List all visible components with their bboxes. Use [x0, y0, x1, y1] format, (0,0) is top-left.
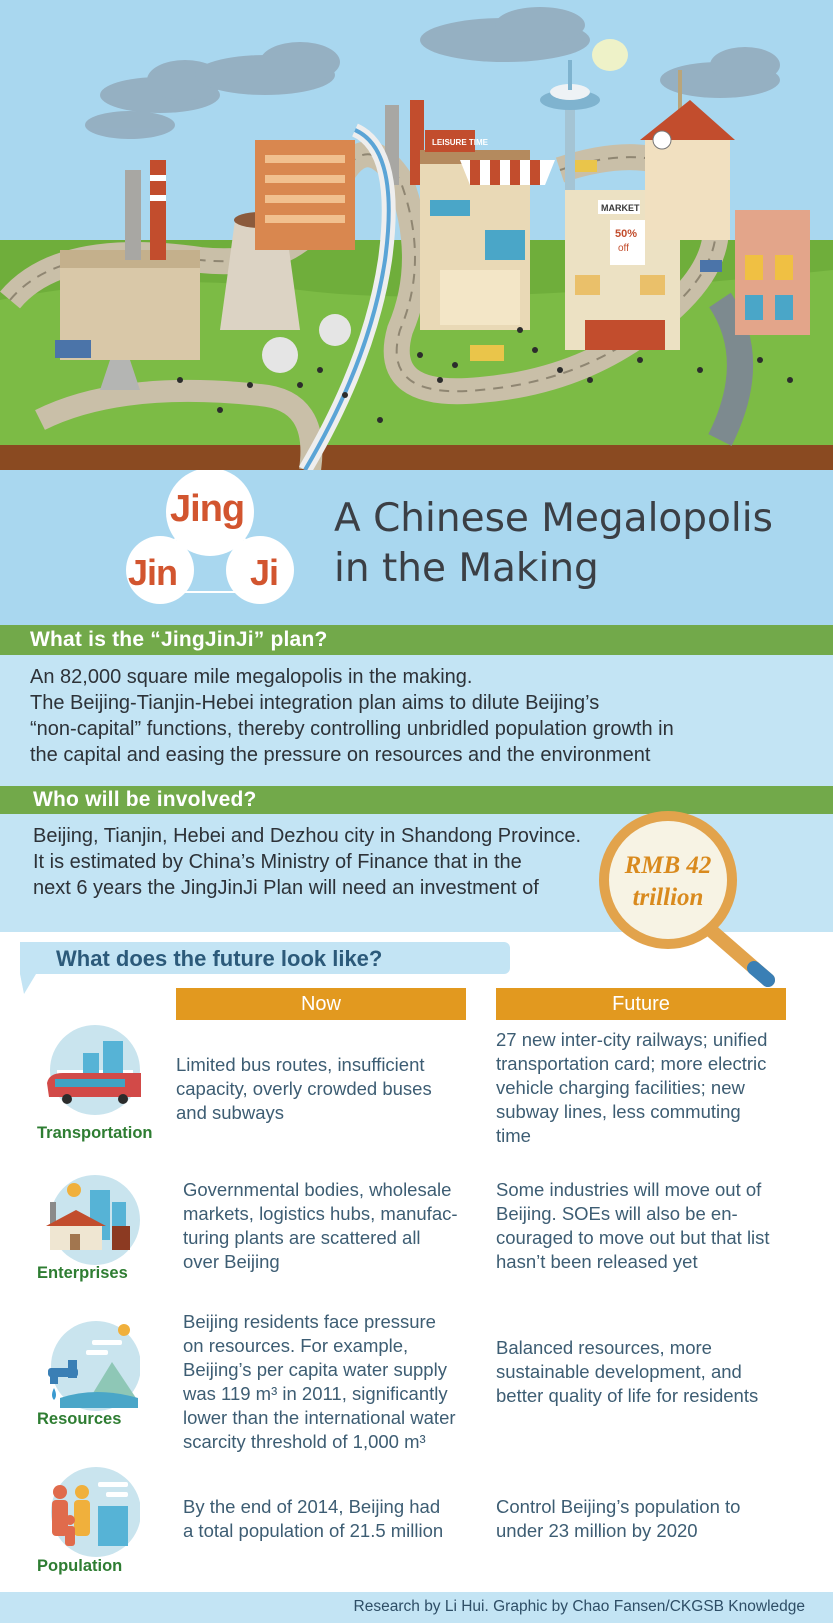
- column-future-header: Future: [496, 988, 786, 1020]
- cell-line: turing plants are scattered all: [183, 1227, 421, 1248]
- what-line: The Beijing-Tianjin-Hebei integration plan aims to dilute Beijing’s: [30, 692, 600, 714]
- cell-line: hasn’t been released yet: [496, 1251, 698, 1272]
- enterprises-future: [496, 1178, 770, 1274]
- page-title-line2: in the Making: [334, 546, 599, 591]
- who-line: Beijing, Tianjin, Hebei and Dezhou city in Shandong Province.: [33, 825, 582, 847]
- section-who-heading: Who will be involved?: [33, 788, 257, 811]
- jingjinji-logo: [120, 470, 300, 620]
- city-illustration: [0, 0, 833, 470]
- page-title-line1: A Chinese Megalopolis: [334, 496, 773, 541]
- cell-line: and subways: [176, 1102, 284, 1123]
- investment-magnifier: [596, 808, 786, 993]
- cell-line: sustainable development, and: [496, 1361, 742, 1382]
- page-title: [334, 494, 773, 594]
- cell-line: 27 new inter-city railways; unified: [496, 1029, 768, 1050]
- section-what-body: [0, 655, 833, 786]
- logo-jing: Jing: [170, 488, 245, 530]
- row-label-resources: Resources: [37, 1410, 122, 1428]
- cell-line: subway lines, less commuting: [496, 1101, 741, 1122]
- cell-line: under 23 million by 2020: [496, 1520, 698, 1541]
- cell-line: Balanced resources, more: [496, 1337, 712, 1358]
- section-future-header: [20, 942, 510, 974]
- cell-line: a total population of 21.5 million: [183, 1520, 444, 1541]
- resources-now: [183, 1310, 456, 1454]
- credits-text: Research by Li Hui. Graphic by Chao Fansen/CKGSB Knowledge: [353, 1598, 805, 1615]
- what-line: An 82,000 square mile megalopolis in the making.: [30, 666, 473, 688]
- who-line: It is estimated by China’s Ministry of Finance that in the: [33, 851, 522, 873]
- cell-line: couraged to move out but that list: [496, 1227, 770, 1248]
- population-icon: [40, 1462, 140, 1562]
- resources-future: [496, 1336, 758, 1408]
- column-now-header: Now: [176, 988, 466, 1020]
- row-label-transportation: Transportation: [37, 1124, 153, 1142]
- transportation-future: [496, 1028, 767, 1148]
- section-who-text: [33, 823, 581, 901]
- cell-line: Control Beijing’s population to: [496, 1496, 741, 1517]
- cell-line: Beijing residents face pressure: [183, 1311, 436, 1332]
- cell-line: over Beijing: [183, 1251, 280, 1272]
- cell-line: scarcity threshold of 1,000 m³: [183, 1431, 426, 1452]
- section-future-heading: What does the future look like?: [56, 946, 383, 971]
- cell-line: lower than the international water: [183, 1407, 456, 1428]
- investment-line2: trillion: [632, 884, 704, 911]
- cell-line: Beijing. SOEs will also be en-: [496, 1203, 738, 1224]
- row-label-enterprises: Enterprises: [37, 1264, 128, 1282]
- section-what-header: [0, 625, 833, 655]
- what-line: the capital and easing the pressure on resources and the environment: [30, 744, 651, 766]
- row-label-population: Population: [37, 1557, 123, 1575]
- sale-sign: 50%: [615, 228, 638, 240]
- what-line: “non-capital” functions, thereby controlling unbridled population growth in: [30, 718, 674, 740]
- cell-line: was 119 m³ in 2011, significantly: [183, 1383, 448, 1404]
- section-what-text: [30, 664, 674, 768]
- logo-jin: Jin: [128, 552, 178, 593]
- population-future: [496, 1495, 740, 1543]
- cell-line: Governmental bodies, wholesale: [183, 1179, 452, 1200]
- leisure-sign: LEISURE TIME: [432, 138, 489, 147]
- market-sign: MARKET: [601, 203, 640, 213]
- sale-off-text: off: [618, 243, 629, 254]
- hero-illustration: [0, 0, 833, 470]
- who-line: next 6 years the JingJinJi Plan will need an investment of: [33, 877, 539, 899]
- transportation-icon: [45, 1025, 145, 1125]
- resources-icon: [40, 1316, 140, 1416]
- investment-line1: RMB 42: [624, 852, 712, 879]
- tab-corner: [20, 974, 36, 994]
- transportation-now: [176, 1053, 432, 1125]
- cell-line: better quality of life for residents: [496, 1385, 759, 1406]
- cell-line: vehicle charging facilities; new: [496, 1077, 745, 1098]
- cell-line: Beijing’s per capita water supply: [183, 1359, 447, 1380]
- enterprises-now: [183, 1178, 458, 1274]
- cell-line: markets, logistics hubs, manufac-: [183, 1203, 458, 1224]
- cell-line: transportation card; more electric: [496, 1053, 767, 1074]
- cell-line: on resources. For example,: [183, 1335, 409, 1356]
- section-what-heading: What is the “JingJinJi” plan?: [30, 628, 328, 651]
- population-now: [183, 1495, 443, 1543]
- logo-ji: Ji: [250, 552, 279, 593]
- cell-line: capacity, overly crowded buses: [176, 1078, 432, 1099]
- cell-line: Limited bus routes, insufficient: [176, 1054, 425, 1075]
- footer: [0, 1592, 833, 1623]
- cell-line: By the end of 2014, Beijing had: [183, 1496, 441, 1517]
- enterprises-icon: [40, 1170, 140, 1270]
- investment-amount: [606, 850, 730, 914]
- cell-line: Some industries will move out of: [496, 1179, 762, 1200]
- cell-line: time: [496, 1125, 531, 1146]
